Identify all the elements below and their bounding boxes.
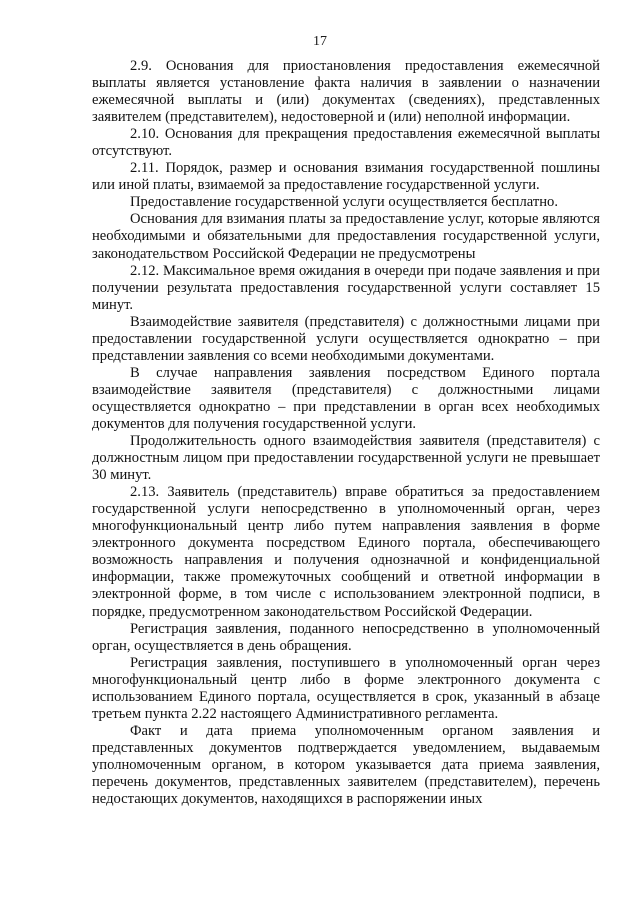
paragraph-fee-grounds: Основания для взимания платы за предоставление услуг, которые являются необходимыми и обязательными для предоставления государственной услуги, законодательством Российской Федерации не предусмотрены bbox=[92, 211, 600, 262]
document-body bbox=[92, 58, 600, 808]
paragraph-2-12: 2.12. Максимальное время ожидания в очереди при подаче заявления и при получении результата предоставления государственной услуги составляет 15 минут. bbox=[92, 262, 600, 313]
paragraph-2-13: 2.13. Заявитель (представитель) вправе обратиться за предоставлением государственной услуги непосредственно в уполномоченный орган, через многофункциональный центр либо путем направления заявления в форме электронного документа посредством Единого портала, обеспечивающего возможность направления и получения однозначной и конфиденциальной информации, также промежуточных сообщений и ответной информации в электронной форме, в том числе с использованием электронной подписи, в порядке, предусмотренном законодательством Российской Федерации. bbox=[92, 484, 600, 620]
paragraph-receipt-confirmation: Факт и дата приема уполномоченным органом заявления и представленных документов подтверждается уведомлением, выдаваемым уполномоченным органом, в котором указывается дата приема заявления, перечень документов, представленных заявителем (представителем), перечень недостающих документов, находящихся в распоряжении иных bbox=[92, 722, 600, 808]
paragraph-2-10: 2.10. Основания для прекращения предоставления ежемесячной выплаты отсутствуют. bbox=[92, 126, 600, 160]
paragraph-2-11: 2.11. Порядок, размер и основания взимания государственной пошлины или иной платы, взимаемой за предоставление государственной услуги. bbox=[92, 160, 600, 194]
paragraph-interaction-duration: Продолжительность одного взаимодействия заявителя (представителя) с должностным лицом при предоставлении государственной услуги не превышает 30 минут. bbox=[92, 433, 600, 484]
paragraph-2-9: 2.9. Основания для приостановления предоставления ежемесячной выплаты является установление факта наличия в заявлении о назначении ежемесячной выплаты и (или) документах (сведениях), представленных заявителем (представителем), недостоверной и (или) неполной информации. bbox=[92, 58, 600, 126]
paragraph-free-of-charge: Предоставление государственной услуги осуществляется бесплатно. bbox=[130, 194, 558, 211]
paragraph-portal-interaction: В случае направления заявления посредством Единого портала взаимодействие заявителя (представителя) с должностными лицами осуществляется однократно – при представлении в орган всех необходимых документов для получения государственной услуги. bbox=[92, 364, 600, 432]
paragraph-interaction-once: Взаимодействие заявителя (представителя) с должностными лицами при предоставлении государственной услуги осуществляется однократно – при представлении заявления со всеми необходимыми документами. bbox=[92, 313, 600, 364]
page-number: 17 bbox=[313, 34, 327, 49]
paragraph-registration-mfc: Регистрация заявления, поступившего в уполномоченный орган через многофункциональный центр либо в форме электронного документа с использованием Единого портала, осуществляется в срок, указанный в абзаце третьем пункта 2.22 настоящего Административного регламента. bbox=[92, 654, 600, 722]
paragraph-registration-direct: Регистрация заявления, поданного непосредственно в уполномоченный орган, осуществляется в день обращения. bbox=[92, 620, 600, 654]
